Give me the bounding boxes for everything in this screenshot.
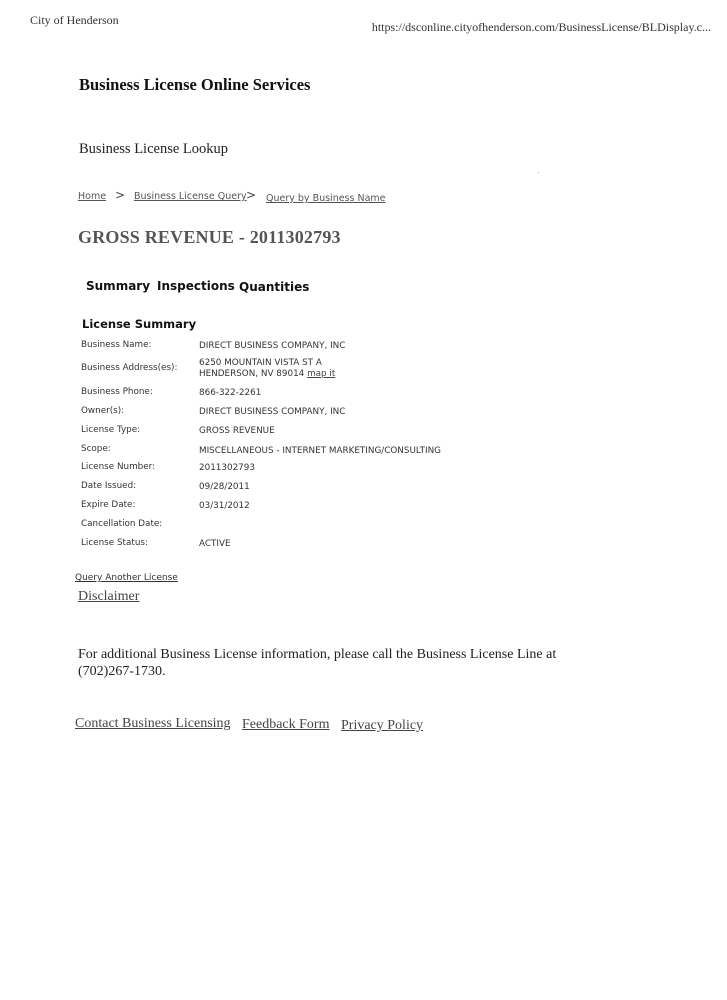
- license-status-label: License Status:: [81, 538, 148, 548]
- business-address-city: HENDERSON, NV 89014: [199, 369, 305, 379]
- scan-artifact: [538, 172, 539, 173]
- business-name-label: Business Name:: [81, 340, 152, 350]
- feedback-form-link[interactable]: Feedback Form: [242, 717, 330, 732]
- business-address-line2: [199, 369, 335, 379]
- contact-info-text: For additional Business License information, please call the Business License Line at (702)267-1730.: [78, 647, 557, 679]
- business-phone-value: 866-322-2261: [199, 388, 262, 398]
- section-title: Business License Lookup: [79, 141, 229, 157]
- tab-quantities[interactable]: Quantities: [239, 280, 310, 294]
- date-issued-value: 09/28/2011: [199, 482, 250, 492]
- license-number-label: License Number:: [81, 462, 156, 472]
- breadcrumb-business-license-query[interactable]: Business License Query: [134, 191, 247, 202]
- print-header-site: City of Henderson: [30, 13, 119, 27]
- license-summary-heading: License Summary: [82, 317, 197, 331]
- privacy-policy-link[interactable]: Privacy Policy: [341, 718, 424, 733]
- app-title: Business License Online Services: [79, 75, 311, 94]
- scope-label: Scope:: [81, 444, 111, 454]
- business-phone-label: Business Phone:: [81, 387, 153, 397]
- business-address-line1: 6250 MOUNTAIN VISTA ST A: [199, 358, 322, 368]
- tab-summary[interactable]: Summary: [86, 279, 151, 293]
- query-another-license-link[interactable]: Query Another License: [75, 573, 178, 583]
- cancellation-date-label: Cancellation Date:: [81, 519, 163, 529]
- tab-inspections[interactable]: Inspections: [157, 279, 235, 293]
- owner-value: DIRECT BUSINESS COMPANY, INC: [199, 407, 346, 417]
- scope-value: MISCELLANEOUS - INTERNET MARKETING/CONSULTING: [199, 446, 441, 456]
- disclaimer-link[interactable]: Disclaimer: [78, 589, 140, 604]
- license-type-value: GROSS REVENUE: [199, 426, 275, 436]
- breadcrumb-query-by-business-name[interactable]: Query by Business Name: [266, 193, 386, 204]
- license-status-value: ACTIVE: [199, 539, 231, 549]
- license-number-value: 2011302793: [199, 463, 255, 473]
- date-issued-label: Date Issued:: [81, 481, 137, 491]
- license-type-label: License Type:: [81, 425, 141, 435]
- map-it-link[interactable]: map it: [307, 369, 336, 379]
- expire-date-label: Expire Date:: [81, 500, 136, 510]
- license-heading: GROSS REVENUE - 2011302793: [78, 227, 341, 247]
- breadcrumb-home[interactable]: Home: [78, 191, 107, 202]
- breadcrumb-separator: >: [115, 188, 126, 202]
- business-name-value: DIRECT BUSINESS COMPANY, INC: [199, 341, 346, 351]
- contact-business-licensing-link[interactable]: Contact Business Licensing: [75, 716, 231, 731]
- print-header-url: https://dsconline.cityofhenderson.com/BusinessLicense/BLDisplay.c...: [371, 20, 711, 34]
- owner-label: Owner(s):: [81, 406, 125, 416]
- expire-date-value: 03/31/2012: [199, 501, 250, 511]
- business-address-label: Business Address(es):: [81, 363, 178, 373]
- breadcrumb-separator: >: [246, 188, 257, 202]
